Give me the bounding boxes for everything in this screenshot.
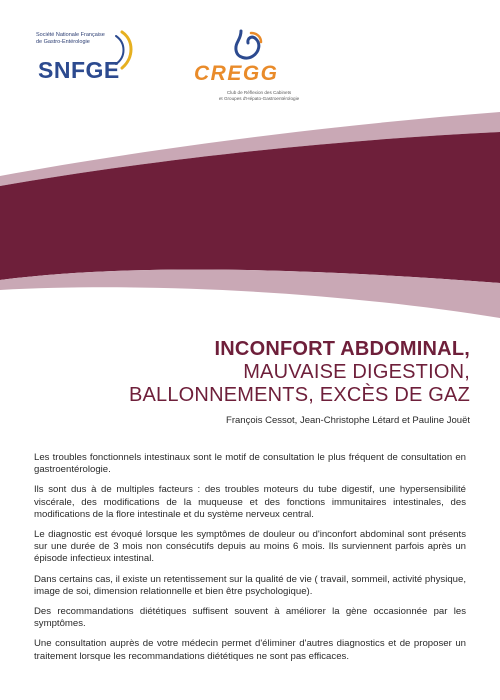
snfge-tagline-1: Société Nationale Française: [36, 32, 105, 38]
paragraph: Les troubles fonctionnels intestinaux sont le motif de consultation le plus fréquent de consultation en gastroentérologie.: [34, 452, 466, 476]
cregg-logo: [190, 28, 320, 113]
title-block: [129, 338, 470, 426]
paragraph: Une consultation auprès de votre médecin permet d'éliminer d'autres diagnostics et de proposer un traitement lorsque les recommandations diététiques ne sont pas efficaces.: [34, 638, 466, 662]
stomach-icon: [231, 28, 265, 62]
paragraph: Des recommandations diététiques suffisent souvent à améliorer la gène occasionnée par les symptômes.: [34, 606, 466, 630]
cregg-wordmark: CREGG: [194, 62, 279, 85]
cregg-subtitle-1: Club de Réflexion des Cabinets: [226, 90, 292, 95]
snfge-logo: [30, 26, 140, 86]
title-line-3: BALLONNEMENTS, EXCÈS DE GAZ: [128, 384, 470, 406]
cregg-subtitle-2: et Groupes d'Hépato-Gastroentérologie: [218, 96, 300, 101]
paragraph: Ils sont dus à de multiples facteurs : des troubles moteurs du tube digestif, une hypersensibilité viscérale, des modifications de la muqueuse et des fonctions immunitaires intestinales, des modifications de la flore intestinale et du système nerveux central.: [34, 484, 466, 520]
paragraph: Le diagnostic est évoqué lorsque les symptômes de douleur ou d'inconfort abdominal sont présents sur une durée de 3 mois non consécutifs depuis au moins 6 mois. Ils surviennent parfois après un épisode infectieux intestinal.: [34, 529, 466, 565]
snfge-wordmark: SNFGE: [38, 57, 120, 83]
dark-band: [0, 132, 500, 283]
title-line-1: INCONFORT ABDOMINAL,: [214, 338, 470, 360]
title-line-2: MAUVAISE DIGESTION,: [243, 361, 470, 383]
snfge-tagline-2: de Gastro-Entérologie: [36, 38, 90, 45]
snfge-tagline: [36, 32, 126, 45]
paragraph: Dans certains cas, il existe un retentissement sur la qualité de vie ( travail, sommeil, activité physique, image de soi, dimension relationnelle et bien être psychologique).: [34, 573, 466, 597]
body-text: [34, 452, 466, 671]
cregg-subtitle: [198, 90, 320, 102]
authors: François Cessot, Jean-Christophe Létard et Pauline Jouët: [226, 415, 470, 426]
